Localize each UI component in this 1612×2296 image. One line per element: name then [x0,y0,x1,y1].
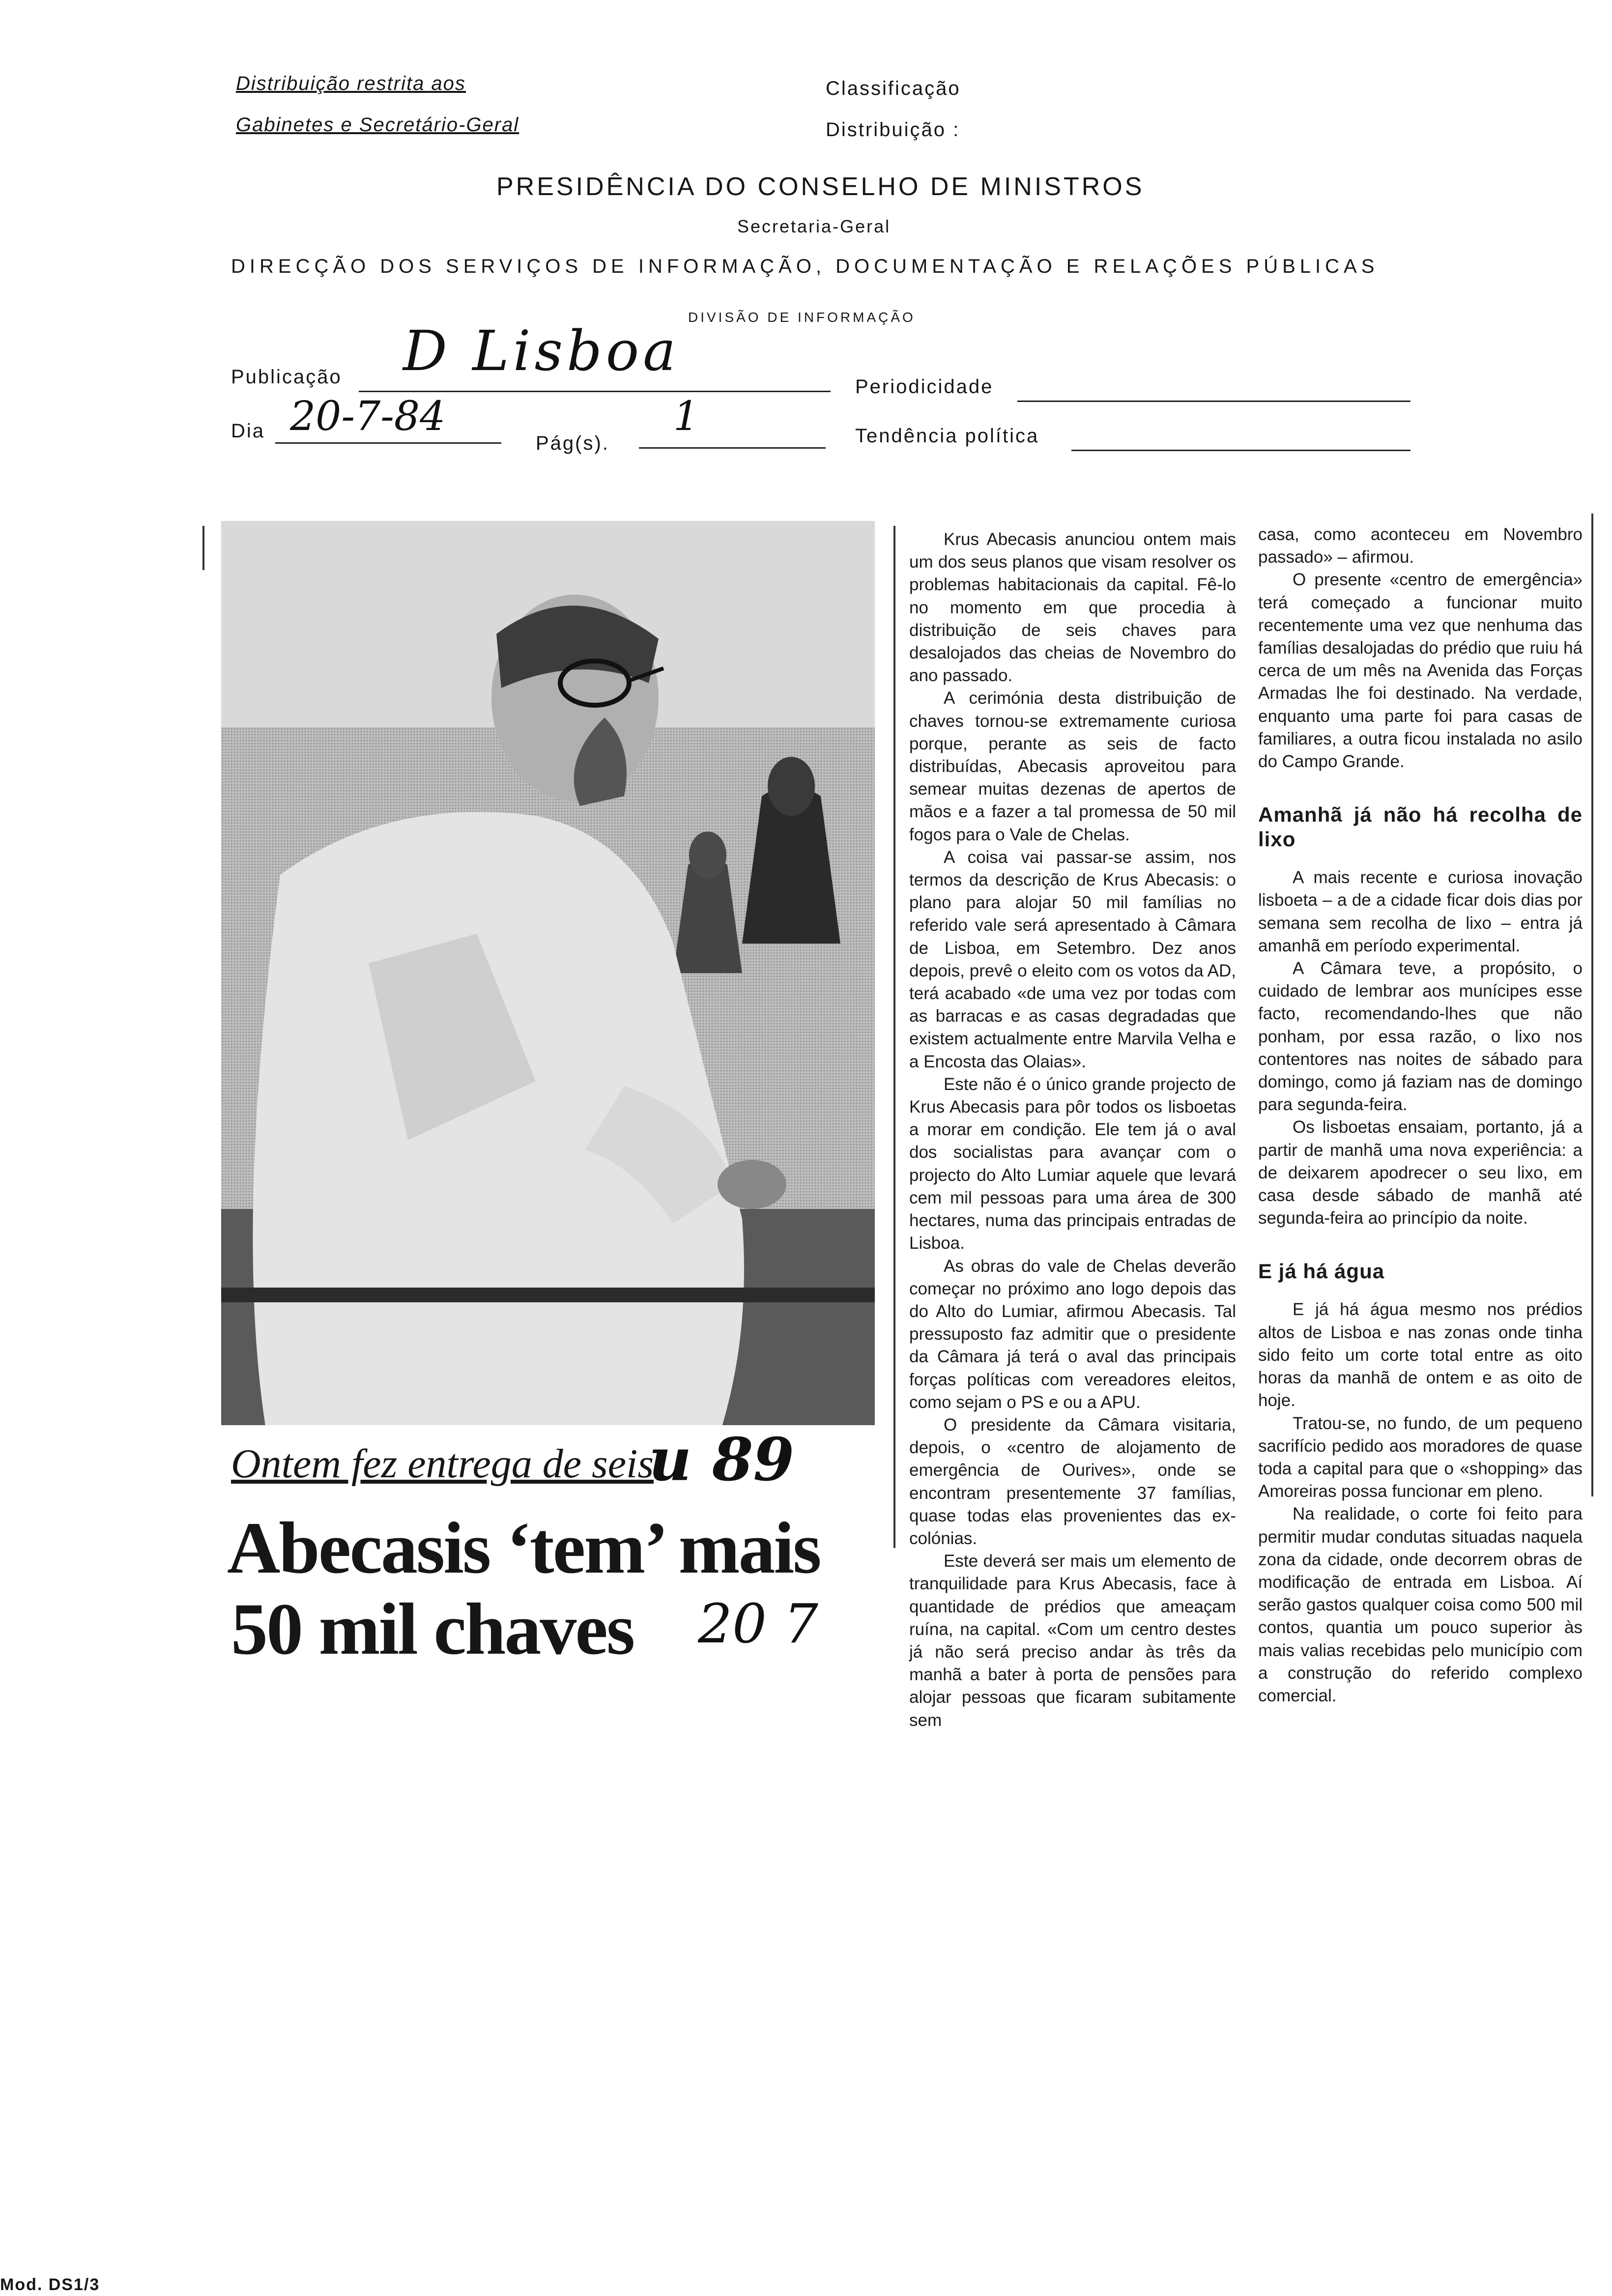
article-paragraph: O presidente da Câmara visitaria, depois, o «centro de alojamento de emergência de Ourives», onde se encontram presentemente 37 famílias, quase todas elas provenientes das ex-colónias. [909,1415,1236,1548]
publication-label: Publicação [231,366,342,388]
article-paragraph: A cerimónia desta distribuição de chaves tornou-se extremamente curiosa porque, perante as seis de facto distribuídas, Abecasis aproveitou para semear muitas dezenas de apertos de mãos e a fazer a tal promessa de 50 mil fogos para o Vale de Chelas. [909,689,1236,844]
distribution-restriction-line1: Distribuição restrita aos [236,73,466,94]
handwritten-annotation-bottom: 20 7 [698,1592,818,1655]
secretariat-subtitle: Secretaria-Geral [737,216,891,236]
right-margin-rule [1591,514,1593,1496]
article-paragraph: Na realidade, o corte foi feito para permitir mudar condutas situadas naquela zona da cidade, onde decorrem obras de modificação de entrada em Lisboa. Aí serão gastos qualquer coisa como 500 mil contos, quantia um pouco superior às mais valias recebidas pelo município com a construção do referido complexo comercial. [1258,1504,1583,1705]
handwritten-annotation-top: u 89 [649,1425,795,1494]
article-paragraph: casa, como aconteceu em Novembro passado» – afirmou. [1258,525,1583,567]
photo-halftone-figure [221,521,875,1425]
division-title: DIVISÃO DE INFORMAÇÃO [688,310,916,325]
publication-handwritten-value: D Lisboa [403,319,680,383]
article-column-2 [1258,523,1583,1707]
distribution-restriction-line2: Gabinetes e Secretário-Geral [236,114,519,136]
article-column-1 [909,528,1236,1732]
periodicity-field-line [1017,401,1410,402]
article-paragraph: Tratou-se, no fundo, de um pequeno sacrifício pedido aos moradores de quase toda a capital para que o «shopping» das Amoreiras possa funcionar em pleno. [1258,1413,1583,1501]
article-paragraph: E já há água mesmo nos prédios altos de Lisboa e nas zonas onde tinha sido feito um corte total entre as oito horas da manhã de ontem e as oito de hoje. [1258,1300,1583,1410]
directorate-title: DIRECÇÃO DOS SERVIÇOS DE INFORMAÇÃO, DOCUMENTAÇÃO E RELAÇÕES PÚBLICAS [231,256,1379,277]
political-tendency-field-line [1071,450,1410,451]
article-kicker: Ontem fez entrega de seis [231,1441,654,1487]
form-code: Mod. DS1/3 [0,2275,100,2294]
periodicity-label: Periodicidade [855,376,994,398]
article-paragraph: A coisa vai passar-se assim, nos termos da descrição de Krus Abecasis: o plano para alojar 50 mil famílias no referido vale será apresentado à Câmara de Lisboa, em Setembro. Dez anos depois, prevê o eleito com os votos da AD, terá acabado «de uma vez por todas com as barracas e as casas degradadas que existem actualmente entre Marvila Velha e a Encosta das Olaias». [909,847,1236,1071]
article-paragraph: As obras do vale de Chelas deverão começar no próximo ano logo depois das do Alto do Lumiar, afirmou Abecasis. Tal pressuposto faz admitir que o presidente da Câmara já terá o aval das principais forças políticas com vereadores eleitos, como sejam o PS e ou a APU. [909,1256,1236,1412]
article-paragraph: Krus Abecasis anunciou ontem mais um dos seus planos que visam resolver os problemas habitacionais da capital. Fê-lo no momento em que procedia à distribuição de seis chaves para desalojados das cheias de Novembro do ano passado. [909,530,1236,686]
presidency-title: PRESIDÊNCIA DO CONSELHO DE MINISTROS [496,172,1145,201]
column-rule-1 [893,526,895,1548]
pages-label: Pág(s). [536,432,609,454]
day-label: Dia [231,420,265,442]
political-tendency-label: Tendência política [855,425,1039,447]
article-paragraph: O presente «centro de emergência» terá começado a funcionar muito recentemente uma vez que nenhuma das famílias desalojadas do prédio que ruiu há cerca de um mês na Avenida das Forças Armadas lhe foi destinado. Na verdade, enquanto uma parte foi para casas de familiares, a outra ficou instalada no asilo do Campo Grande. [1258,570,1583,772]
left-margin-rule [202,526,204,570]
article-paragraph: Os lisboetas ensaiam, portanto, já a partir de manhã uma nova experiência: a de deixarem apodrecer o seu lixo, em casa desde sábado de manhã até segunda-feira ao princípio da noite. [1258,1118,1583,1228]
day-handwritten-value: 20-7-84 [290,393,446,440]
article-subheading: Amanhã já não há recolha de lixo [1258,803,1583,851]
article-photo [221,521,875,1425]
classification-label: Classificação [826,78,961,99]
distribution-label: Distribuição : [826,119,960,141]
pages-handwritten-value: 1 [673,393,699,440]
article-paragraph: Este deverá ser mais um elemento de tranquilidade para Krus Abecasis, face à quantidade de prédios que ameaçam ruína, na capital. «Com um centro destes já não será preciso andar às três da manhã a bater à porta de pensões para alojar pessoas que ficaram subitamente sem [909,1551,1236,1730]
day-field-line [275,442,501,444]
article-paragraph: A Câmara teve, a propósito, o cuidado de lembrar aos munícipes esse facto, recomendando-lhes que não ponham, por essa razão, o lixo nos contentores nas noites de sábado para domingo, como já faziam nas de domingo para segunda-feira. [1258,959,1583,1115]
publication-field-line [359,391,831,392]
pages-field-line [639,447,826,449]
headline-line-2: 50 mil chaves [231,1588,634,1670]
headline-line-1: Abecasis ‘tem’ mais [227,1507,820,1589]
article-subheading: E já há água [1258,1260,1385,1283]
article-paragraph: Este não é o único grande projecto de Krus Abecasis para pôr todos os lisboetas a morar em condição. Ele tem já o aval dos socialistas para avançar com o projecto do Alto Lumiar aquele que levará cem mil pessoas para uma área de 300 hectares, numa das principais entradas de Lisboa. [909,1074,1236,1253]
article-paragraph: A mais recente e curiosa inovação lisboeta – a de a cidade ficar dois dias por semana sem recolha de lixo – entra já amanhã em período experimental. [1258,868,1583,955]
